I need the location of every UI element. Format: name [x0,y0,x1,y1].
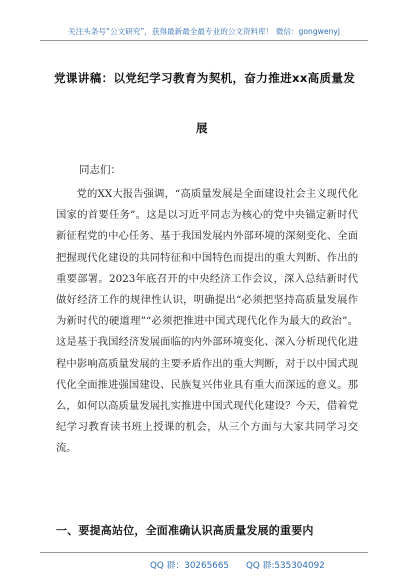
footer-divider [40,552,368,553]
header-divider [40,40,368,41]
document-title-line1: 党课讲稿：以党纪学习教育为契机，奋力推进xx高质量发 [54,71,356,85]
footer-qq-group-1: QQ 群：30265665 [150,561,230,571]
greeting: 同志们： [79,164,121,176]
footer-qq-group-2: QQ 群:535304092 [246,561,325,571]
section-heading-1: 一、要提高站位，全面准确认识高质量发展的重要内 [56,524,314,537]
header-promo-note: 关注头条号“公文研究”，获得最新最全最专业的公文资料库！ 微信：gongwenyj [68,27,340,36]
body-paragraph: 党的XX大报告强调，“高质量发展是全面建设社会主义现代化国家的首要任务”。这是以习近平同志为核心的党中央锚定新时代新征程党的中心任务、基于我国发展内外部环境的深刻变化、全面把握现代化建设的共同特征和中国特色而提出的重大判断、作出的重要部署。2023年底召开的中央经济工作会议，深入总结新时代做好经济工作的规律性认识，明确提出“必须把坚持高质量发展作为新时代的硬道理”“必须把推进中国式现代化作为最大的政治”。这是基于我国经济发展面临的内外部环境变化、深入分析现代化进程中影响高质量发展的主要矛盾作出的重大判断，对于以中国式现代化全面推进强国建设、民族复兴伟业具有重大而深远的意义。那么，如何以高质量发展扎实推进中国式现代化建设？今天，借着党纪学习教育读书班上授课的机会，从三个方面与大家共同学习交流。 [56,188,358,455]
document-title-line2: 展 [196,121,208,135]
